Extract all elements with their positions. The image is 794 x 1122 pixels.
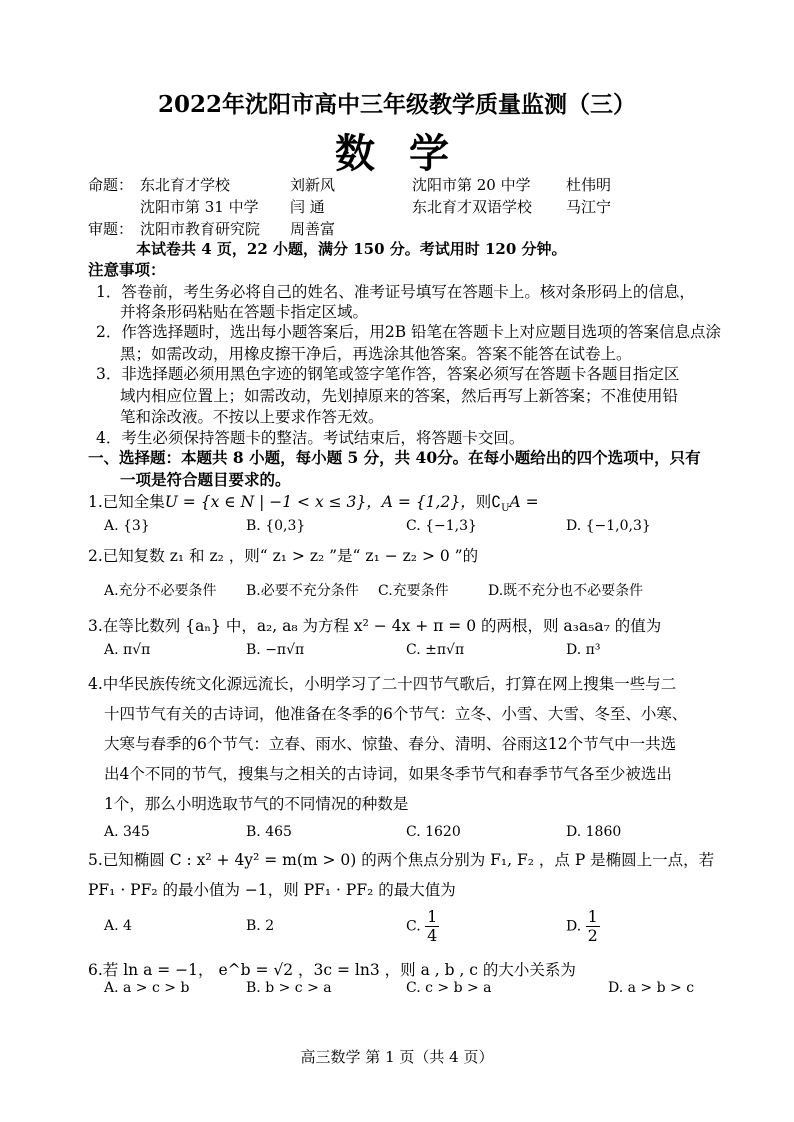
- question-4-line: 十四节气有关的古诗词，他准备在冬季的6个节气：立冬、小雪、大雪、冬至、小寒、: [104, 705, 688, 723]
- question-2-option-b: B.必要不充分条件: [246, 583, 359, 599]
- section-heading: 一、选择题：本题共 8 小题，每小题 5 分，共 40分。在每小题给出的四个选项中，只有: [88, 448, 701, 467]
- question-2-option-c: C.充要条件: [378, 583, 449, 599]
- credit-person: 闫 通: [290, 198, 325, 216]
- question-3-option-b: B. −π√π: [246, 642, 305, 658]
- question-1-option-c: C. {−1,3}: [406, 518, 477, 534]
- question-6-option-c: C. c > b > a: [406, 980, 492, 996]
- question-4-line: 4.中华民族传统文化源远流长，小明学习了二十四节气歌后，打算在网上搜集一些与二: [88, 675, 677, 693]
- question-6-option-b: B. b > c > a: [246, 980, 332, 996]
- exam-info: 本试卷共 4 页，22 小题，满分 150 分。考试用时 120 分钟。: [136, 240, 567, 258]
- question-2-stem: 2.已知复数 z₁ 和 z₂ ，则“ z₁ > z₂ ”是“ z₁ − z₂ > 0 ”的: [88, 547, 479, 565]
- notice-item: 2．作答选择题时，选出每小题答案后，用2B 铅笔在答题卡上对应题目选项的答案信息点涂: [96, 323, 722, 341]
- question-4-option-a: A. 345: [104, 824, 150, 840]
- page-footer: 高三数学 第 1 页（共 4 页）: [300, 1048, 494, 1066]
- section-heading: 一项是符合题目要求的。: [120, 470, 291, 489]
- question-5-option-c: C. $\frac{1}{4}$: [406, 907, 438, 945]
- subject-heading: 数 学: [335, 130, 459, 177]
- fraction: $\frac{1}{4}$: [427, 907, 438, 945]
- question-6-stem: 6.若 ln a = −1， e^b = √2 ，3c = ln3 ，则 a , b , c 的大小关系为: [88, 961, 576, 979]
- credit-school: 沈阳市教育研究院: [140, 220, 261, 238]
- question-1-option-b: B. {0,3}: [246, 518, 306, 534]
- exam-title: 2022年沈阳市高中三年级教学质量监测（三）: [157, 91, 636, 118]
- credit-person: 刘新风: [290, 176, 336, 194]
- notice-item: 3．非选择题必须用黑色字迹的钢笔或签字笔作答，答案必须写在答题卡各题目指定区: [96, 365, 680, 383]
- credit-person: 杜伟明: [566, 176, 612, 194]
- question-3-option-a: A. π√π: [104, 642, 151, 658]
- credit-school: 沈阳市第 20 中学: [412, 176, 531, 194]
- notice-item: 黑；如需改动，用橡皮擦干净后，再选涂其他答案。答案不能答在试卷上。: [120, 345, 632, 363]
- question-4-line: 1个，那么小明选取节气的不同情况的种数是: [104, 795, 409, 813]
- notice-item: 1．答卷前，考生务必将自己的姓名、准考证号填写在答题卡上。核对条形码上的信息，: [96, 283, 695, 301]
- question-5-line: 5.已知椭圆 C : x² + 4y² = m(m > 0) 的两个焦点分别为 F₁, F₂ ，点 P 是椭圆上一点，若: [88, 851, 715, 869]
- question-6-option-d: D. a > b > c: [608, 980, 695, 996]
- notice-item: 笔和涂改液。不按以上要求作答无效。: [120, 408, 384, 426]
- question-1-option-a: A. {3}: [104, 518, 150, 534]
- notice-item: 并将条形码粘贴在答题卡指定区域。: [120, 303, 369, 321]
- credit-person: 马江宁: [566, 198, 612, 216]
- question-5-option-a: A. 4: [104, 918, 132, 934]
- question-3-stem: 3.在等比数列 {aₙ} 中，a₂, a₈ 为方程 x² − 4x + π = 0 的两根，则 a₃a₅a₇ 的值为: [88, 617, 662, 635]
- question-4-line: 出4个不同的节气，搜集与之相关的古诗词，如果冬季节气和春季节气各至少被选出: [104, 765, 672, 783]
- question-2-option-d: D.既不充分也不必要条件: [488, 583, 644, 599]
- question-1-option-d: D. {−1,0,3}: [566, 518, 651, 534]
- credit-school: 东北育才学校: [140, 176, 231, 194]
- notice-title: 注意事项：: [88, 260, 166, 279]
- notice-item: 域内相应位置上；如需改动，先划掉原来的答案，然后再写上新答案；不准使用铅: [120, 387, 679, 405]
- credit-school: 东北育才双语学校: [412, 198, 533, 216]
- question-5-option-b: B. 2: [246, 918, 275, 934]
- question-5-line: PF₁ · PF₂ 的最小值为 −1，则 PF₁ · PF₂ 的最大值为: [88, 881, 456, 899]
- question-4-option-c: C. 1620: [406, 824, 461, 840]
- question-6-option-a: A. a > c > b: [104, 980, 190, 996]
- question-3-option-c: C. ±π√π: [406, 642, 465, 658]
- fraction: $\frac{1}{2}$: [587, 907, 598, 945]
- question-4-line: 大寒与春季的6个节气：立春、雨水、惊蛰、春分、清明、谷雨这12个节气中一共选: [104, 735, 677, 753]
- question-4-option-b: B. 465: [246, 824, 292, 840]
- compose-label: 命题：: [88, 176, 134, 194]
- question-4-option-d: D. 1860: [566, 824, 622, 840]
- review-label: 审题：: [88, 220, 134, 238]
- question-5-option-d: D. $\frac{1}{2}$: [566, 907, 598, 945]
- notice-item: 4．考生必须保持答题卡的整洁。考试结束后，将答题卡交回。: [96, 429, 525, 447]
- credit-person: 周善富: [290, 220, 336, 238]
- question-2-option-a: A.充分不必要条件: [104, 583, 217, 599]
- question-3-option-d: D. π³: [566, 642, 601, 658]
- credit-school: 沈阳市第 31 中学: [140, 198, 259, 216]
- question-1-stem: 1.已知全集U = {x ∈ N | −1 < x ≤ 3}，A = {1,2}，则$∁_UA$ =: [88, 493, 539, 515]
